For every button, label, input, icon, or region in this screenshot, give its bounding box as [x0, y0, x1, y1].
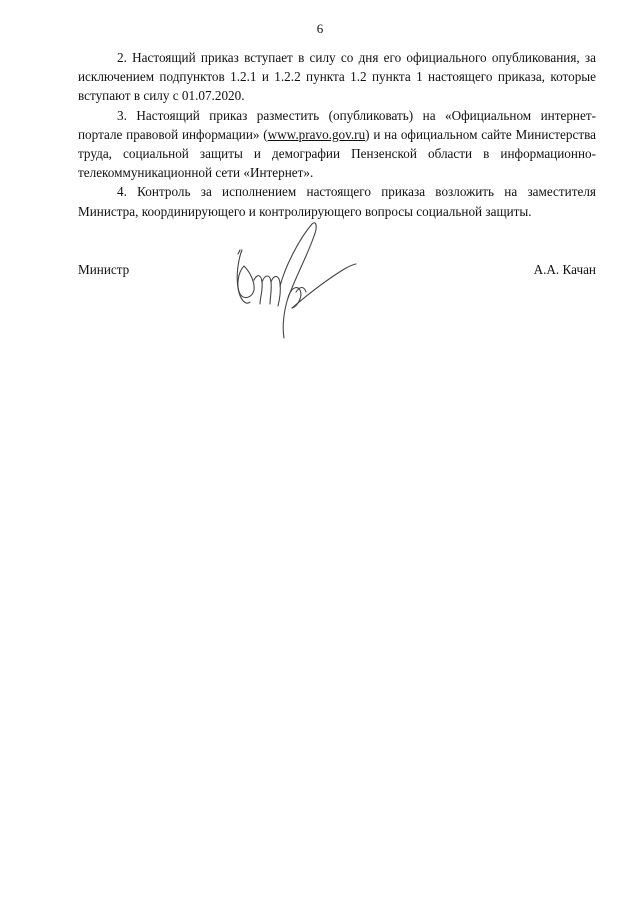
handwritten-signature	[230, 220, 362, 344]
paragraph-3-text-end: ) и на официальном сайте Министерства труда, социальной защиты и демографии Пензенской области в информационно-телекоммуникационной сети «Интернет».	[78, 126, 596, 181]
paragraph-3-text-start: 3. Настоящий приказ разместить (опубликовать) на «Официальном интернет-портале правовой информации» (	[78, 107, 596, 142]
page-number: 6	[316, 21, 324, 36]
document-body	[78, 48, 596, 221]
signatory-name: А.А. Качан	[533, 262, 596, 277]
pravo-gov-link[interactable]: www.pravo.gov.ru	[267, 126, 366, 142]
paragraph-2: 2. Настоящий приказ вступает в силу со дня его официального опубликования, за исключением подпунктов 1.2.1 и 1.2.2 пункта 1.2 пункта 1 настоящего приказа, которые вступают в силу с 01.07.2020.	[78, 50, 596, 104]
paragraph-4: 4. Контроль за исполнением настоящего приказа возложить на заместителя Министра, координирующего и контролирующего вопросы социальной защиты.	[78, 184, 596, 219]
signatory-title: Министр	[78, 262, 130, 277]
paragraph-3	[78, 106, 596, 183]
